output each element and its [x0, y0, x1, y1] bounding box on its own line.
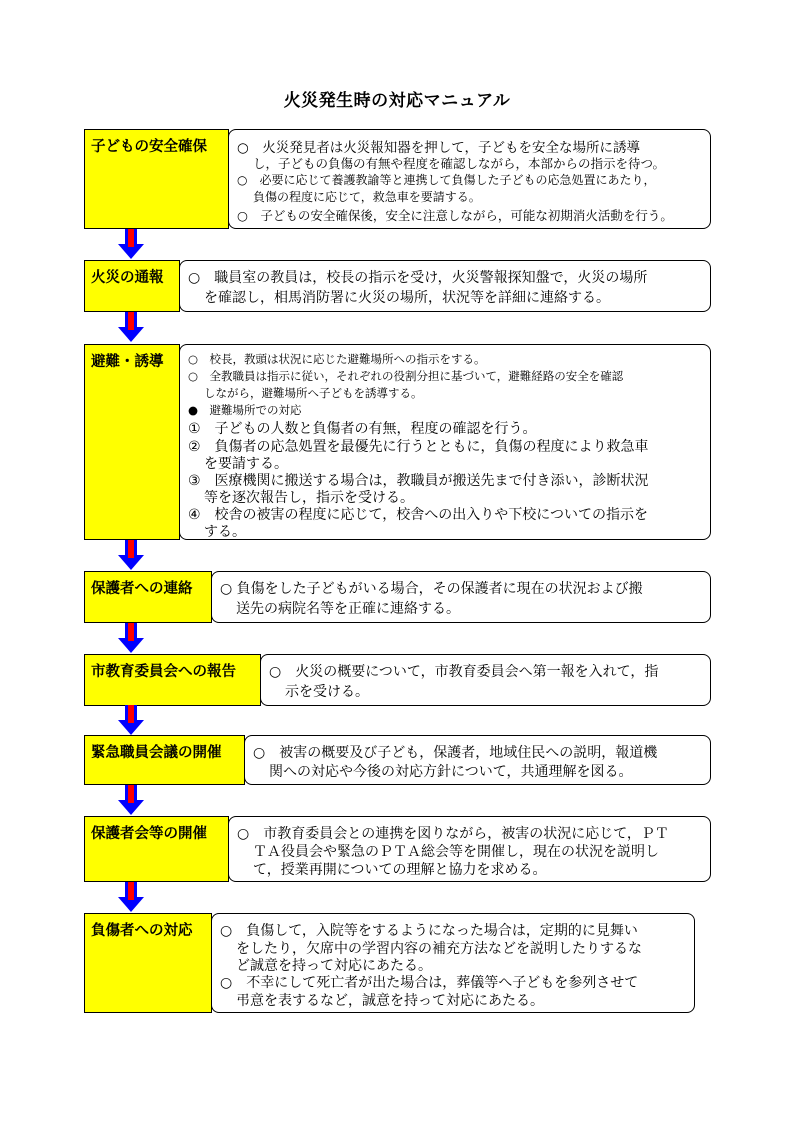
content-line: 負傷の程度に応じて，救急車を要請する。 — [253, 190, 481, 204]
content-line: ど誠意を持って対応にあたる。 — [236, 958, 432, 974]
arrow-down-icon — [118, 882, 144, 912]
content-line: 等を逐次報告し，指示を受ける。 — [204, 490, 414, 506]
arrow-down-icon — [118, 705, 144, 735]
step-content — [260, 654, 711, 706]
step-injured-response — [84, 913, 695, 1013]
step-label: 保護者会等の開催 — [84, 816, 229, 882]
content-line: ○ 負傷をした子どもがいる場合，その保護者に現在の状況および搬 — [220, 581, 643, 597]
content-line: しながら，避難場所へ子どもを誘導する。 — [204, 386, 423, 400]
step-content — [211, 913, 695, 1013]
step-evacuation — [84, 344, 711, 540]
content-line: を確認し，相馬消防署に火災の場所，状況等を詳細に連絡する。 — [204, 290, 610, 306]
content-line: ● 避難場所での対応 — [188, 403, 302, 417]
content-line: ○ 子どもの安全確保後，安全に注意しながら，可能な初期消火活動を行う。 — [237, 208, 673, 223]
content-line: ③ 医療機関に搬送する場合は，教職員が搬送先まで付き添い，診断状況 — [188, 473, 649, 489]
content-line: し，子どもの負傷の有無や程度を確認しながら，本部からの指示を待つ。 — [253, 156, 666, 171]
page-title: 火災発生時の対応マニュアル — [283, 91, 511, 111]
content-line: ② 負傷者の応急処置を最優先に行うとともに，負傷の程度により救急車 — [188, 439, 649, 455]
content-line: ○ 必要に応じて養護教諭等と連携して負傷した子どもの応急処置にあたり， — [237, 173, 656, 187]
content-line: を要請する。 — [204, 456, 288, 472]
step-label: 子どもの安全確保 — [84, 129, 229, 229]
step-label: 火災の通報 — [84, 260, 180, 312]
step-label: 緊急職員会議の開催 — [84, 735, 245, 785]
step-label: 市教育委員会への報告 — [84, 654, 261, 706]
step-child-safety — [84, 129, 711, 229]
content-line: ○ 不幸にして死亡者が出た場合は，葬儀等へ子どもを参列させて — [220, 975, 639, 991]
content-line: 示を受ける。 — [285, 684, 369, 700]
content-line: て，授業再開についての理解と協力を求める。 — [253, 862, 547, 878]
content-line: ○ 負傷して，入院等をするようになった場合は，定期的に見舞い — [220, 923, 638, 939]
step-parent-contact — [84, 571, 711, 623]
content-line: ○ 被害の概要及び子ども，保護者，地域住民への説明，報道機 — [253, 745, 658, 761]
step-parent-meeting — [84, 816, 711, 882]
step-content — [211, 571, 711, 623]
arrow-down-icon — [118, 312, 144, 342]
content-line: ○ 市教育委員会との連携を図りながら，被害の状況に応じて，ＰＴ — [237, 826, 669, 842]
content-line: 弔意を表するなど，誠意を持って対応にあたる。 — [236, 993, 544, 1009]
step-content — [244, 735, 711, 785]
content-line: ○ 火災の概要について，市教育委員会へ第一報を入れて，指 — [269, 664, 659, 680]
step-label: 負傷者への対応 — [84, 913, 212, 1013]
step-content — [179, 344, 711, 540]
content-line: をしたり，欠席中の学習内容の補充方法などを説明したりするな — [236, 941, 642, 957]
arrow-down-icon — [118, 540, 144, 570]
content-line: ○ 全教職員は指示に従い，それぞれの役割分担に基づいて，避難経路の安全を確認 — [188, 369, 624, 383]
content-line: ① 子どもの人数と負傷者の有無，程度の確認を行う。 — [188, 421, 537, 437]
step-label: 避難・誘導 — [84, 344, 180, 540]
step-board-report — [84, 654, 711, 706]
step-fire-report — [84, 260, 711, 312]
content-line: ＴＡ役員会や緊急のＰＴＡ総会等を開催し，現在の状況を説明し — [253, 844, 659, 860]
content-line: ○ 火災発見者は火災報知器を押して，子どもを安全な場所に誘導 — [237, 140, 641, 156]
arrow-down-icon — [118, 785, 144, 815]
step-label: 保護者への連絡 — [84, 571, 212, 623]
step-staff-meeting — [84, 735, 711, 785]
content-line: する。 — [204, 524, 246, 540]
content-line: 送先の病院名等を正確に連絡する。 — [236, 601, 460, 617]
content-line: 関への対応や今後の対応方針について，共通理解を図る。 — [269, 764, 633, 780]
arrow-down-icon — [118, 229, 144, 259]
content-line: ○ 校長，教頭は状況に応じた避難場所への指示をする。 — [188, 352, 486, 366]
step-content — [228, 816, 711, 882]
arrow-down-icon — [118, 623, 144, 653]
content-line: ④ 校舎の被害の程度に応じて，校舎への出入りや下校についての指示を — [188, 507, 648, 523]
step-content — [179, 260, 711, 312]
step-content — [228, 129, 711, 229]
content-line: ○ 職員室の教員は，校長の指示を受け，火災警報探知盤で，火災の場所 — [188, 270, 648, 286]
